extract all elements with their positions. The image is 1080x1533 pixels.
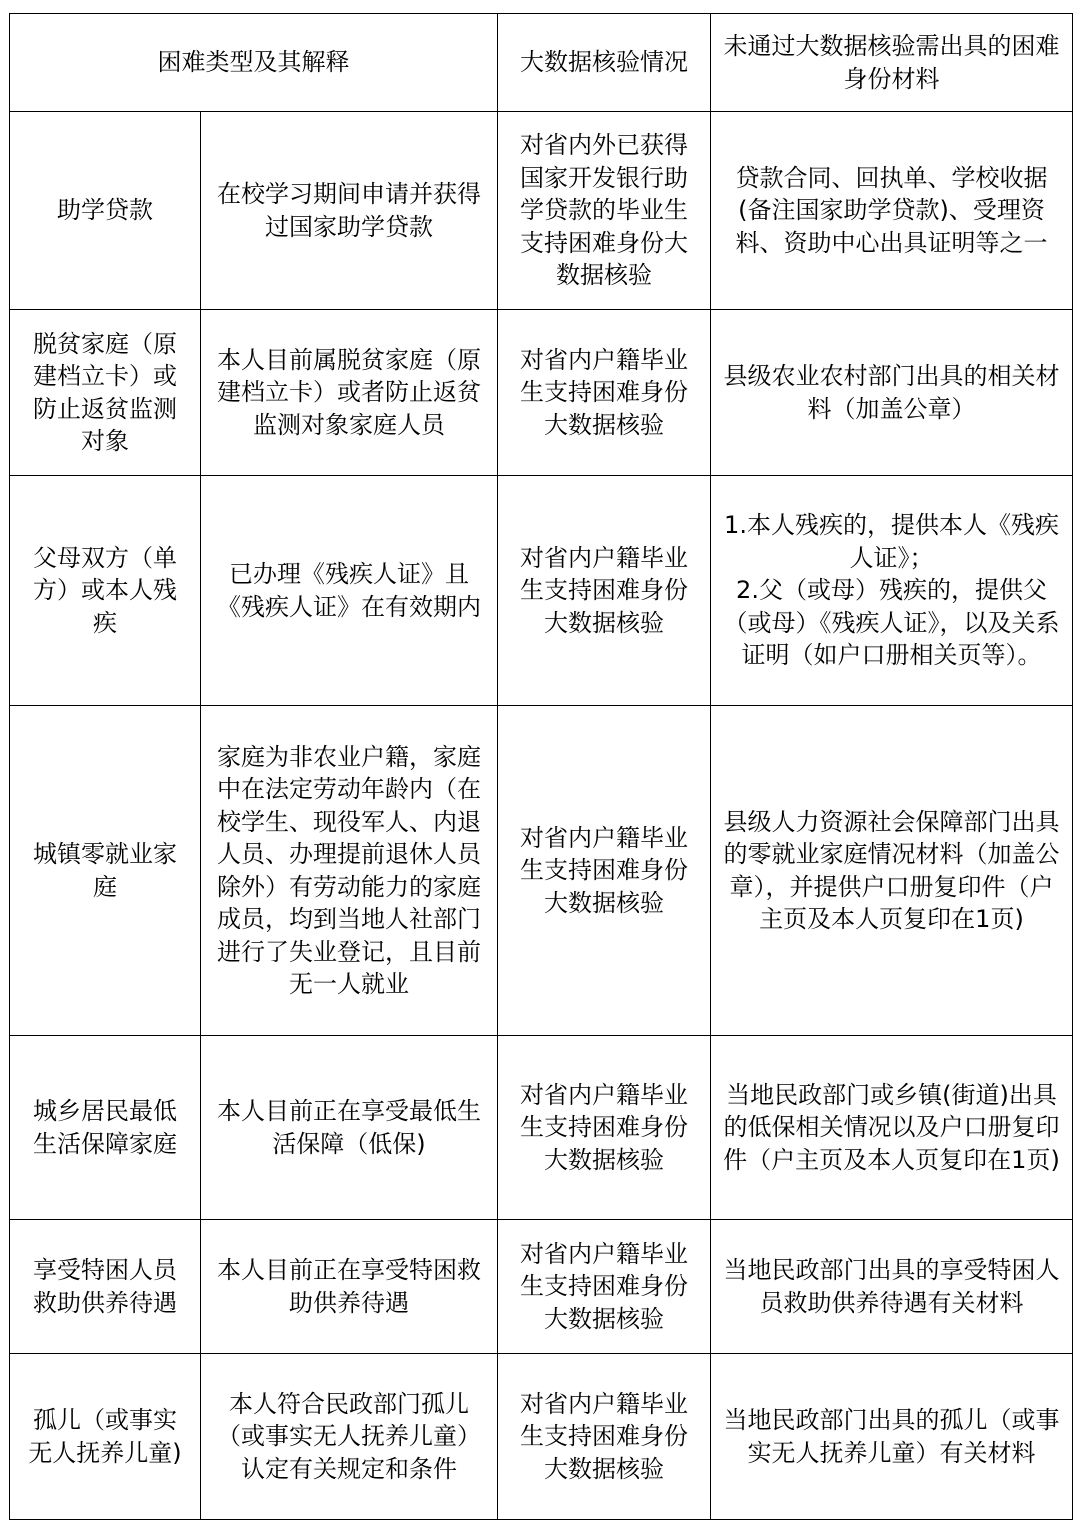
explanation-cell: 本人目前正在享受特困救助供养待遇 bbox=[201, 1220, 498, 1354]
material-cell: 县级农业农村部门出具的相关材料（加盖公章） bbox=[711, 310, 1073, 476]
check-cell: 对省内户籍毕业生支持困难身份大数据核验 bbox=[498, 1354, 711, 1520]
table-row bbox=[10, 706, 1073, 1036]
header-check-cell: 大数据核验情况 bbox=[498, 14, 711, 112]
explanation-cell: 本人目前属脱贫家庭（原建档立卡）或者防止返贫监测对象家庭人员 bbox=[201, 310, 498, 476]
material-cell: 当地民政部门出具的享受特困人员救助供养待遇有关材料 bbox=[711, 1220, 1073, 1354]
type-cell: 城镇零就业家庭 bbox=[10, 706, 201, 1036]
table-row bbox=[10, 112, 1073, 310]
material-line: 2.父（或母）残疾的，提供父（或母）《残疾人证》，以及关系证明（如户口册相关页等）。 bbox=[723, 576, 1060, 670]
type-cell: 享受特困人员救助供养待遇 bbox=[10, 1220, 201, 1354]
type-cell: 父母双方（单方）或本人残疾 bbox=[10, 476, 201, 706]
difficulty-materials-table bbox=[9, 13, 1073, 1520]
material-cell: 县级人力资源社会保障部门出具的零就业家庭情况材料（加盖公章），并提供户口册复印件（户主页及本人页复印在1页) bbox=[711, 706, 1073, 1036]
check-cell: 对省内户籍毕业生支持困难身份大数据核验 bbox=[498, 1036, 711, 1220]
check-cell: 对省内户籍毕业生支持困难身份大数据核验 bbox=[498, 706, 711, 1036]
check-cell: 对省内户籍毕业生支持困难身份大数据核验 bbox=[498, 1220, 711, 1354]
type-cell: 孤儿（或事实无人抚养儿童) bbox=[10, 1354, 201, 1520]
material-line: 1.本人残疾的，提供本人《残疾人证》； bbox=[724, 511, 1059, 572]
type-cell: 脱贫家庭（原建档立卡）或防止返贫监测对象 bbox=[10, 310, 201, 476]
check-cell: 对省内外已获得国家开发银行助学贷款的毕业生支持困难身份大数据核验 bbox=[498, 112, 711, 310]
header-type-cell: 困难类型及其解释 bbox=[10, 14, 498, 112]
table-row bbox=[10, 476, 1073, 706]
material-cell bbox=[711, 476, 1073, 706]
explanation-cell: 家庭为非农业户籍，家庭中在法定劳动年龄内（在校学生、现役军人、内退人员、办理提前退休人员除外）有劳动能力的家庭成员，均到当地人社部门进行了失业登记，且目前无一人就业 bbox=[201, 706, 498, 1036]
table-row bbox=[10, 1354, 1073, 1520]
material-cell: 贷款合同、回执单、学校收据(备注国家助学贷款)、受理资料、资助中心出具证明等之一 bbox=[711, 112, 1073, 310]
table-row bbox=[10, 1220, 1073, 1354]
table-row bbox=[10, 1036, 1073, 1220]
check-cell: 对省内户籍毕业生支持困难身份大数据核验 bbox=[498, 476, 711, 706]
type-cell: 助学贷款 bbox=[10, 112, 201, 310]
explanation-cell: 已办理《残疾人证》且《残疾人证》在有效期内 bbox=[201, 476, 498, 706]
explanation-cell: 本人目前正在享受最低生活保障（低保) bbox=[201, 1036, 498, 1220]
check-cell: 对省内户籍毕业生支持困难身份大数据核验 bbox=[498, 310, 711, 476]
material-cell: 当地民政部门或乡镇(街道)出具的低保相关情况以及户口册复印件（户主页及本人页复印在1页) bbox=[711, 1036, 1073, 1220]
explanation-cell: 本人符合民政部门孤儿（或事实无人抚养儿童）认定有关规定和条件 bbox=[201, 1354, 498, 1520]
header-material-cell: 未通过大数据核验需出具的困难身份材料 bbox=[711, 14, 1073, 112]
table-row bbox=[10, 310, 1073, 476]
explanation-cell: 在校学习期间申请并获得过国家助学贷款 bbox=[201, 112, 498, 310]
header-row bbox=[10, 14, 1073, 112]
material-cell: 当地民政部门出具的孤儿（或事实无人抚养儿童）有关材料 bbox=[711, 1354, 1073, 1520]
type-cell: 城乡居民最低生活保障家庭 bbox=[10, 1036, 201, 1220]
